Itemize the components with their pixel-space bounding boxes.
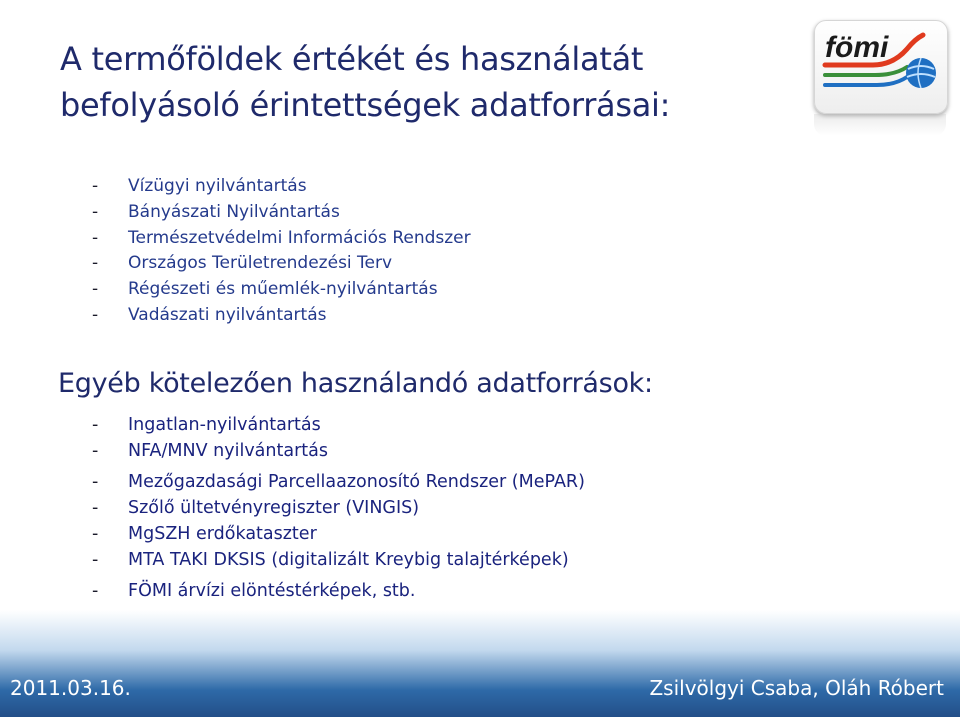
- logo-text: fömi: [825, 31, 889, 64]
- list-item: [92, 547, 585, 573]
- list-item: [92, 469, 585, 495]
- list-item: [92, 303, 471, 329]
- list-item: [92, 277, 471, 303]
- dash: -: [92, 176, 99, 196]
- list-item-text: Bányászati Nyilvántartás: [128, 201, 340, 222]
- list-item-text: MTA TAKI DKSIS (digitalizált Kreybig talajtérképek): [128, 550, 569, 570]
- logo-reflection: [814, 114, 946, 136]
- list-item-text: NFA/MNV nyilvántartás: [128, 441, 328, 461]
- dash: -: [92, 279, 99, 300]
- dash: -: [92, 201, 99, 222]
- dash: -: [92, 227, 99, 248]
- dash: -: [92, 253, 99, 274]
- list-item-text: MgSZH erdőkataszter: [128, 524, 317, 544]
- list-item-text: Régészeti és műemlék-nyilvántartás: [128, 279, 438, 300]
- list-item-text: FÖMI árvízi elöntéstérképek, stb.: [128, 581, 416, 601]
- dash: -: [92, 415, 99, 435]
- section-heading: Egyéb kötelezően használandó adatforrások:: [58, 368, 653, 399]
- dash: -: [92, 550, 99, 570]
- list-item: [92, 412, 585, 438]
- footer-date: 2011.03.16.: [10, 676, 131, 700]
- list-item-text: Vízügyi nyilvántartás: [128, 176, 307, 196]
- page-title: A termőföldek értékét és használatát befolyásoló érintettségek adatforrásai:: [60, 40, 671, 124]
- fomi-logo-icon: [815, 21, 947, 113]
- list-item: [92, 251, 471, 277]
- list-item: [92, 521, 585, 547]
- data-source-list: [92, 174, 471, 329]
- list-item: [92, 438, 585, 464]
- list-item: [92, 226, 471, 252]
- list-item-text: Ingatlan-nyilvántartás: [128, 415, 321, 435]
- list-item: [92, 174, 471, 200]
- dash: -: [92, 524, 99, 544]
- list-item-text: Mezőgazdasági Parcellaazonosító Rendszer (MePAR): [128, 472, 585, 492]
- dash: -: [92, 441, 99, 461]
- dash: -: [92, 304, 99, 325]
- list-item-text: Országos Területrendezési Terv: [128, 253, 393, 274]
- dash: -: [92, 581, 99, 601]
- dash: -: [92, 498, 99, 518]
- list-item: [92, 578, 585, 604]
- list-item-text: Szőlő ültetvényregiszter (VINGIS): [128, 498, 420, 518]
- list-item-text: Vadászati nyilvántartás: [128, 304, 327, 325]
- list-item: [92, 495, 585, 521]
- list-item-text: Természetvédelmi Információs Rendszer: [128, 227, 471, 248]
- footer-authors: Zsilvölgyi Csaba, Oláh Róbert: [649, 676, 944, 700]
- list-item: [92, 200, 471, 226]
- mandatory-source-list: [92, 412, 585, 604]
- dash: -: [92, 472, 99, 492]
- fomi-logo: [814, 20, 948, 114]
